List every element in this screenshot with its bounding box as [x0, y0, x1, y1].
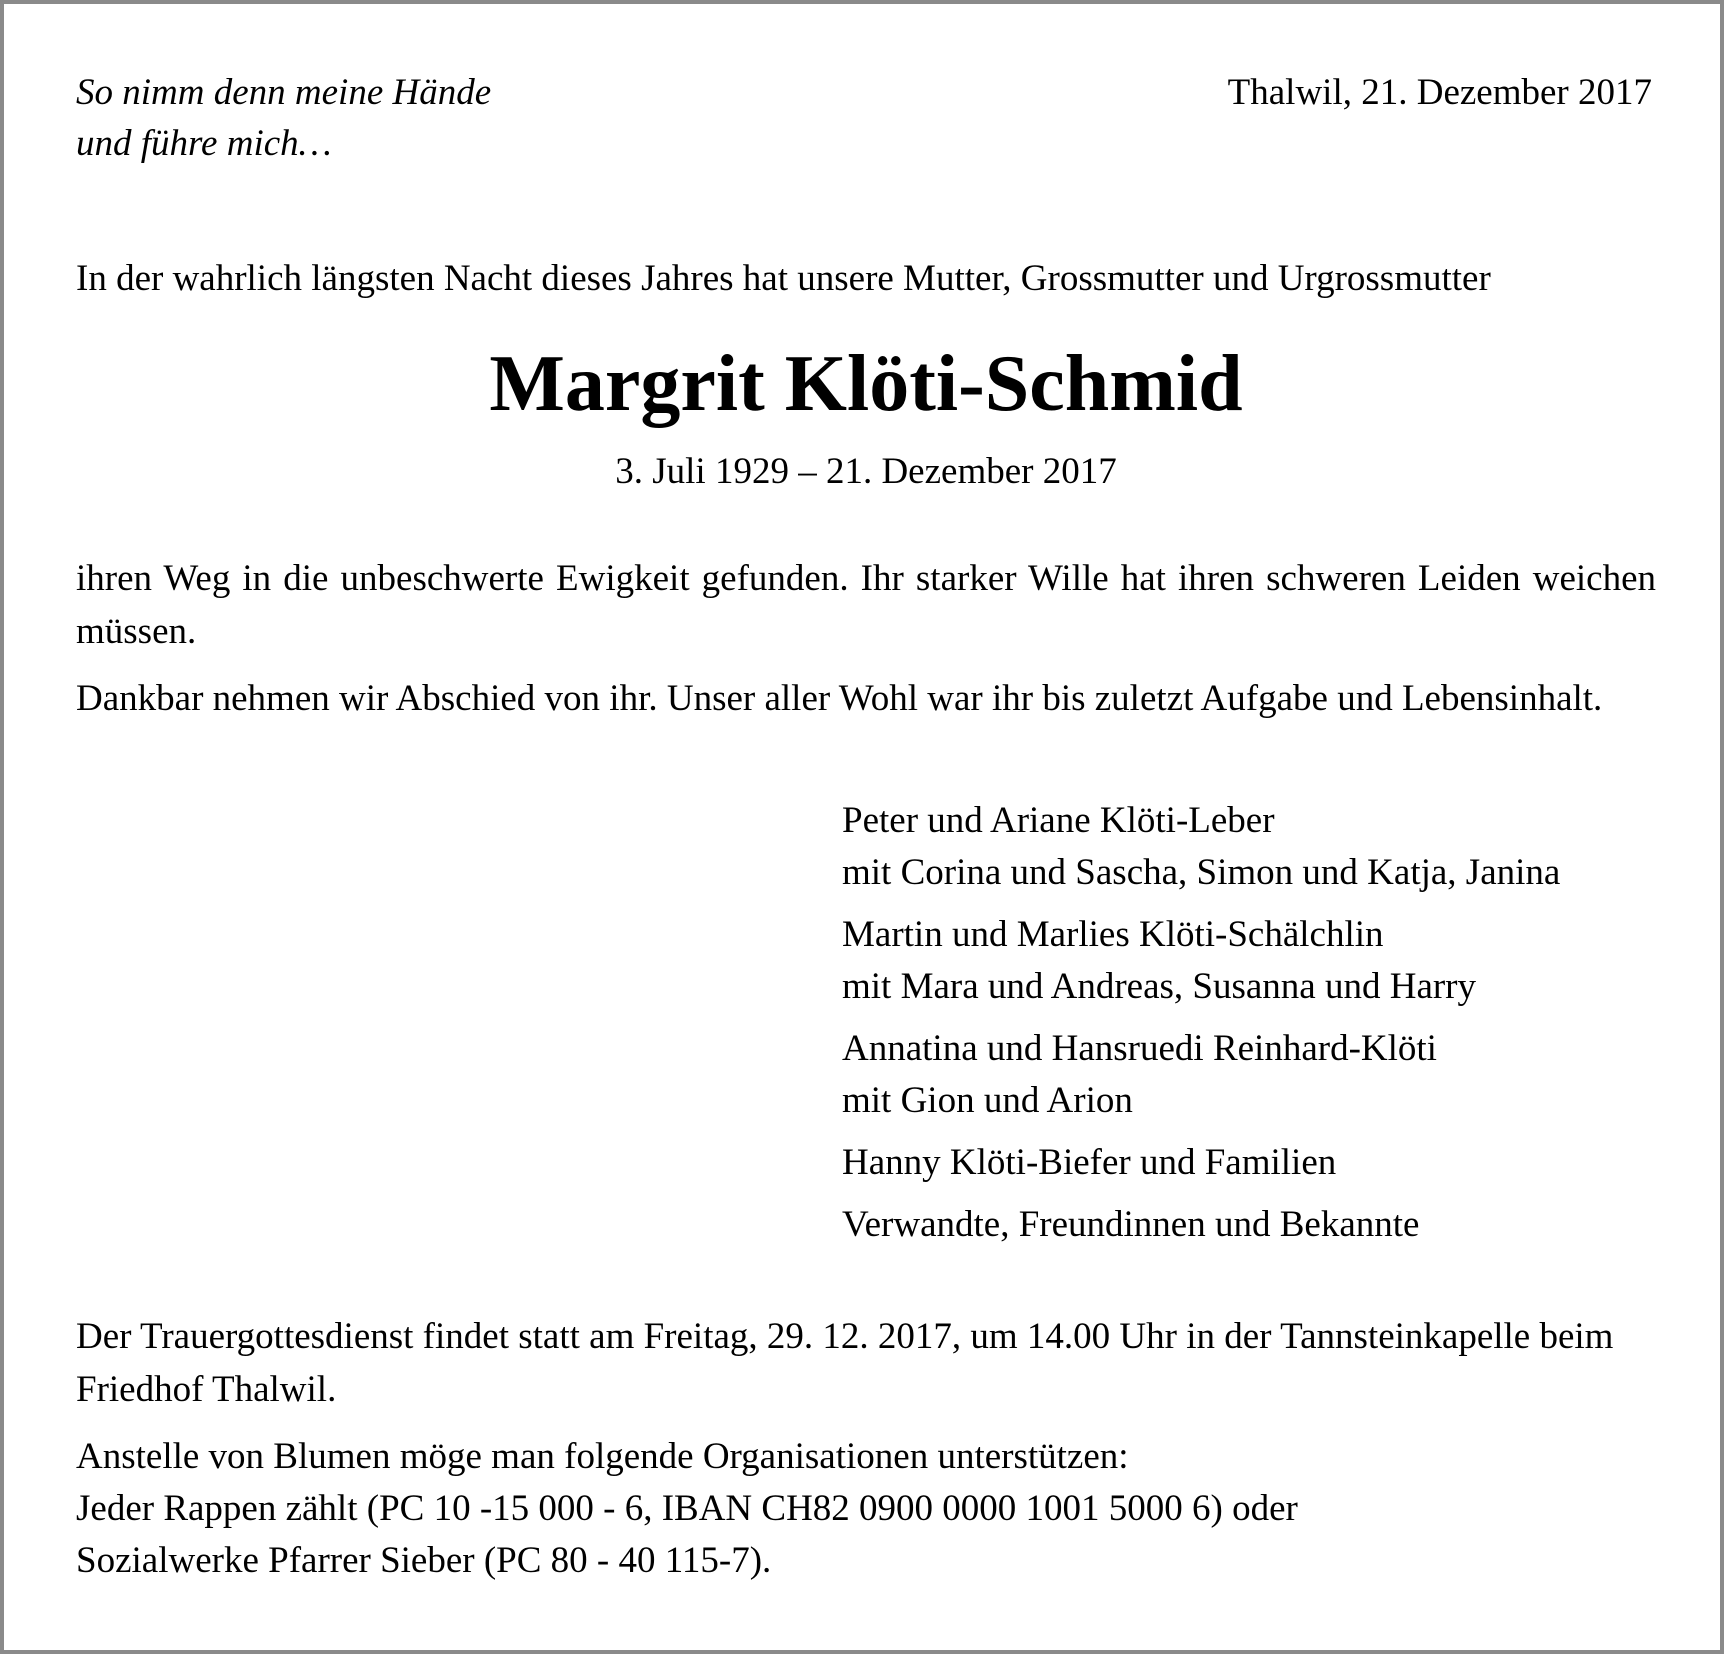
mourner-line: Verwandte, Freundinnen und Bekannte	[842, 1204, 1420, 1245]
mourner-line: Annatina und Hansruedi Reinhard-Klöti	[842, 1028, 1437, 1069]
mourner-line: mit Mara und Andreas, Susanna und Harry	[842, 966, 1477, 1007]
motto-line-2: und führe mich…	[76, 123, 332, 164]
place-date: Thalwil, 21. Dezember 2017	[1227, 72, 1652, 113]
mourner-line: mit Corina und Sascha, Simon und Katja, Janina	[842, 852, 1561, 893]
mourner-line: Peter und Ariane Klöti-Leber	[842, 800, 1275, 841]
service-info: Der Trauergottesdienst findet statt am Freitag, 29. 12. 2017, um 14.00 Uhr in der Tannsteinkapelle beim Friedhof Thalwil.	[76, 1316, 1614, 1410]
donation-organisation-2: Sozialwerke Pfarrer Sieber (PC 80 - 40 115-7).	[76, 1540, 772, 1581]
donation-organisation-1: Jeder Rappen zählt (PC 10 -15 000 - 6, IBAN CH82 0900 0000 1001 5000 6) oder	[76, 1488, 1298, 1529]
paragraph-passing: ihren Weg in die unbeschwerte Ewigkeit gefunden. Ihr starker Wille hat ihren schweren Leiden weichen müssen.	[76, 558, 1656, 652]
motto-line-1: So nimm denn meine Hände	[76, 72, 492, 113]
intro-text: In der wahrlich längsten Nacht dieses Jahres hat unsere Mutter, Grossmutter und Urgrossmutter	[76, 258, 1491, 299]
mourner-line: mit Gion und Arion	[842, 1080, 1133, 1121]
donations-intro: Anstelle von Blumen möge man folgende Organisationen unterstützen:	[76, 1436, 1129, 1477]
deceased-name: Margrit Klöti-Schmid	[489, 340, 1243, 428]
mourner-line: Martin und Marlies Klöti-Schälchlin	[842, 914, 1384, 955]
life-dates: 3. Juli 1929 – 21. Dezember 2017	[615, 451, 1117, 492]
paragraph-farewell: Dankbar nehmen wir Abschied von ihr. Unser aller Wohl war ihr bis zuletzt Aufgabe und Lebensinhalt.	[76, 678, 1603, 719]
mourner-line: Hanny Klöti-Biefer und Familien	[842, 1142, 1337, 1183]
